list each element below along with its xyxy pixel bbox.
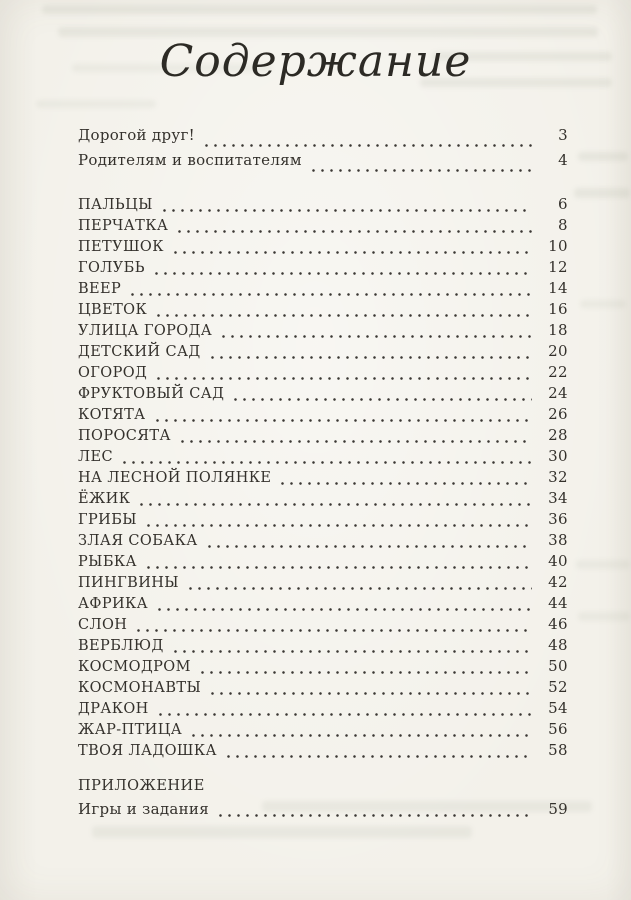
toc-entry-label: ОГОРОД	[78, 365, 148, 381]
toc-entry-page: 54	[548, 699, 568, 717]
dotted-leader	[128, 279, 532, 300]
toc-row	[78, 237, 568, 258]
toc-entry-page: 26	[548, 405, 568, 423]
toc-entry-label: ДЕТСКИЙ САД	[78, 344, 201, 360]
dotted-leader	[219, 321, 532, 342]
showthrough-smudge	[574, 188, 630, 198]
dotted-leader	[156, 699, 532, 720]
toc-row	[78, 741, 568, 762]
appendix-list	[78, 800, 568, 821]
toc-row	[78, 447, 568, 468]
dotted-leader	[198, 657, 532, 678]
dotted-leader	[205, 531, 532, 552]
toc-row	[78, 657, 568, 678]
dotted-leader	[137, 489, 532, 510]
toc-row	[78, 216, 568, 237]
appendix-heading: ПРИЛОЖЕНИЕ	[78, 778, 205, 794]
toc-entry-label: КОСМОДРОМ	[78, 659, 191, 675]
toc-entry-label: ЦВЕТОК	[78, 302, 148, 318]
dotted-leader	[144, 552, 532, 573]
toc-entry-page: 18	[548, 321, 568, 339]
dotted-leader	[160, 195, 532, 216]
dotted-leader	[175, 216, 532, 237]
toc-entry-page: 22	[548, 363, 568, 381]
main-list	[78, 195, 568, 762]
toc-entry-page: 4	[558, 151, 568, 169]
toc-row	[78, 636, 568, 657]
toc-row	[78, 552, 568, 573]
toc-entry-label: ГОЛУБЬ	[78, 260, 145, 276]
toc-entry-label: ФРУКТОВЫЙ САД	[78, 386, 225, 402]
dotted-leader	[171, 636, 532, 657]
toc-row	[78, 342, 568, 363]
toc-row	[78, 426, 568, 447]
showthrough-smudge	[578, 152, 628, 161]
toc-row	[78, 384, 568, 405]
toc-entry-page: 8	[558, 216, 568, 234]
toc-entry-label: ЁЖИК	[78, 491, 131, 507]
dotted-leader	[231, 384, 532, 405]
dotted-leader	[216, 800, 532, 821]
toc-entry-page: 30	[548, 447, 568, 465]
toc-row	[78, 258, 568, 279]
dotted-leader	[278, 468, 532, 489]
toc-entry-page: 38	[548, 531, 568, 549]
toc-entry-page: 59	[548, 800, 568, 818]
toc-row	[78, 363, 568, 384]
toc-entry-label: ЖАР-ПТИЦА	[78, 722, 183, 738]
toc-entry-page: 56	[548, 720, 568, 738]
toc-entry-label: ДРАКОН	[78, 701, 149, 717]
toc-entry-page: 24	[548, 384, 568, 402]
toc-entry-page: 46	[548, 615, 568, 633]
dotted-leader	[202, 126, 532, 151]
toc-entry-label: Дорогой друг!	[78, 126, 195, 144]
toc-row	[78, 195, 568, 216]
toc-entry-page: 48	[548, 636, 568, 654]
toc-row	[78, 573, 568, 594]
toc-row	[78, 321, 568, 342]
toc-entry-label: ВЕЕР	[78, 281, 122, 297]
toc-entry-label: ЗЛАЯ СОБАКА	[78, 533, 198, 549]
showthrough-smudge	[36, 100, 156, 108]
toc-entry-label: УЛИЦА ГОРОДА	[78, 323, 213, 339]
toc-entry-label: ПЕТУШОК	[78, 239, 164, 255]
dotted-leader	[155, 594, 532, 615]
showthrough-smudge	[576, 560, 630, 569]
showthrough-smudge	[92, 826, 472, 838]
toc-row	[78, 489, 568, 510]
toc-row	[78, 405, 568, 426]
dotted-leader	[178, 426, 532, 447]
toc-entry-page: 58	[548, 741, 568, 759]
toc-entry-label: ТВОЯ ЛАДОШКА	[78, 743, 217, 759]
toc-entry-label: НА ЛЕСНОЙ ПОЛЯНКЕ	[78, 470, 272, 486]
dotted-leader	[171, 237, 532, 258]
dotted-leader	[309, 151, 532, 176]
showthrough-smudge	[580, 300, 626, 308]
toc-row	[78, 279, 568, 300]
toc-row	[78, 531, 568, 552]
toc-row	[78, 699, 568, 720]
toc-entry-label: ПИНГВИНЫ	[78, 575, 179, 591]
toc-entry-label: АФРИКА	[78, 596, 149, 612]
preliminary-list	[78, 126, 568, 176]
toc-row	[78, 510, 568, 531]
toc-entry-page: 42	[548, 573, 568, 591]
toc-entry-page: 12	[548, 258, 568, 276]
toc-entry-page: 34	[548, 489, 568, 507]
toc-entry-page: 10	[548, 237, 568, 255]
page-title: Содержание	[159, 36, 472, 87]
dotted-leader	[186, 573, 532, 594]
toc-entry-label: ЛЕС	[78, 449, 113, 465]
dotted-leader	[144, 510, 532, 531]
dotted-leader	[208, 342, 532, 363]
dotted-leader	[153, 405, 532, 426]
toc-entry-page: 40	[548, 552, 568, 570]
toc-row	[78, 151, 568, 176]
toc-entry-page: 28	[548, 426, 568, 444]
toc-entry-page: 6	[558, 195, 568, 213]
dotted-leader	[189, 720, 532, 741]
toc-entry-page: 32	[548, 468, 568, 486]
toc-entry-label: СЛОН	[78, 617, 128, 633]
toc-entry-page: 3	[558, 126, 568, 144]
toc-entry-page: 52	[548, 678, 568, 696]
toc-row	[78, 800, 568, 821]
dotted-leader	[224, 741, 532, 762]
toc-entry-label: ПОРОСЯТА	[78, 428, 171, 444]
toc-entry-label: ГРИБЫ	[78, 512, 137, 528]
dotted-leader	[120, 447, 532, 468]
toc-row	[78, 300, 568, 321]
toc-entry-page: 20	[548, 342, 568, 360]
dotted-leader	[154, 300, 532, 321]
toc-entry-page: 44	[548, 594, 568, 612]
showthrough-smudge	[42, 5, 597, 14]
toc-row	[78, 468, 568, 489]
toc-entry-label: ВЕРБЛЮД	[78, 638, 164, 654]
toc-entry-label: КОТЯТА	[78, 407, 146, 423]
toc-entry-label: ПЕРЧАТКА	[78, 218, 169, 234]
toc-entry-label: Родителям и воспитателям	[78, 151, 302, 169]
toc-entry-label: Игры и задания	[78, 800, 209, 818]
toc-row	[78, 615, 568, 636]
showthrough-smudge	[578, 612, 630, 621]
appendix-section	[78, 778, 568, 821]
toc-entry-page: 14	[548, 279, 568, 297]
toc-entry-page: 16	[548, 300, 568, 318]
dotted-leader	[208, 678, 532, 699]
toc-entry-label: ПАЛЬЦЫ	[78, 197, 153, 213]
toc-entry-label: РЫБКА	[78, 554, 137, 570]
dotted-leader	[154, 363, 532, 384]
toc-row	[78, 126, 568, 151]
toc-row	[78, 594, 568, 615]
toc-row	[78, 678, 568, 699]
toc-row	[78, 720, 568, 741]
toc-entry-page: 36	[548, 510, 568, 528]
toc-entry-label: КОСМОНАВТЫ	[78, 680, 202, 696]
toc-entry-page: 50	[548, 657, 568, 675]
dotted-leader	[152, 258, 532, 279]
dotted-leader	[134, 615, 532, 636]
